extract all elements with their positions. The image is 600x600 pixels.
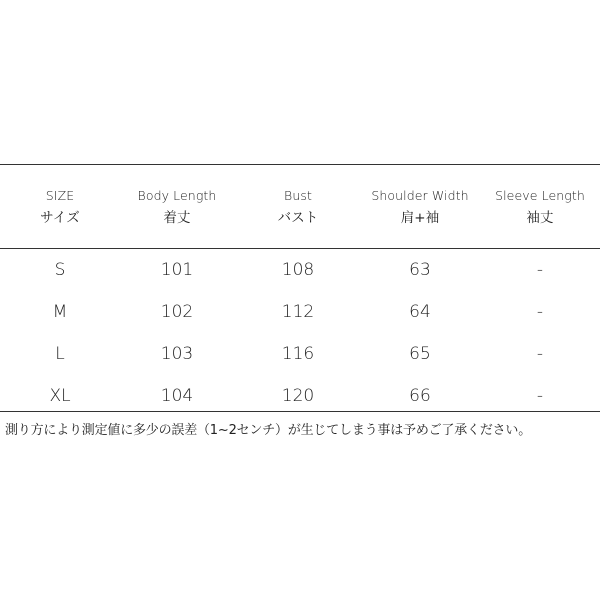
header-bust <box>233 186 363 228</box>
header-sleeve-length-en: Sleeve Length <box>495 188 585 203</box>
header-size-ja: サイズ <box>40 210 80 226</box>
header-body-length-en: Body Length <box>137 188 217 203</box>
header-shoulder-width-ja: 肩+袖 <box>400 210 440 226</box>
cell-shoulder-width: 64 <box>409 302 431 322</box>
table-row-xl <box>0 384 600 408</box>
table-bottom-rule <box>0 411 600 412</box>
table-row-l <box>0 342 600 366</box>
header-shoulder-width-en: Shoulder Width <box>371 188 469 203</box>
cell-sleeve-length: - <box>536 386 544 406</box>
cell-body-length: 103 <box>160 344 194 364</box>
header-sleeve-length <box>475 186 600 228</box>
header-body-length-ja: 着丈 <box>163 210 191 226</box>
table-header-row <box>0 186 600 236</box>
cell-body-length: 102 <box>160 302 194 322</box>
cell-sleeve-length: - <box>536 260 544 280</box>
cell-body-length: 104 <box>160 386 194 406</box>
cell-size: S <box>54 260 66 280</box>
cell-bust: 116 <box>281 344 315 364</box>
header-size <box>0 186 125 228</box>
cell-bust: 112 <box>281 302 315 322</box>
measurement-disclaimer: 測り方により測定値に多少の誤差（1~2センチ）が生じてしまう事は予めご了承ください。 <box>5 423 532 438</box>
cell-body-length: 101 <box>160 260 194 280</box>
header-body-length <box>112 186 242 228</box>
table-row-s <box>0 258 600 282</box>
table-row-m <box>0 300 600 324</box>
cell-shoulder-width: 63 <box>409 260 431 280</box>
header-shoulder-width <box>355 186 485 228</box>
header-bust-ja: バスト <box>277 210 319 226</box>
header-bust-en: Bust <box>284 188 312 203</box>
cell-bust: 108 <box>281 260 315 280</box>
cell-sleeve-length: - <box>536 302 544 322</box>
cell-sleeve-length: - <box>536 344 544 364</box>
header-sleeve-length-ja: 袖丈 <box>526 210 554 226</box>
table-header-rule <box>0 248 600 249</box>
cell-bust: 120 <box>281 386 315 406</box>
header-size-en: SIZE <box>45 188 75 203</box>
cell-shoulder-width: 65 <box>409 344 431 364</box>
cell-shoulder-width: 66 <box>409 386 431 406</box>
cell-size: L <box>55 344 65 364</box>
cell-size: M <box>52 302 68 322</box>
cell-size: XL <box>49 386 71 406</box>
table-top-rule <box>0 164 600 165</box>
